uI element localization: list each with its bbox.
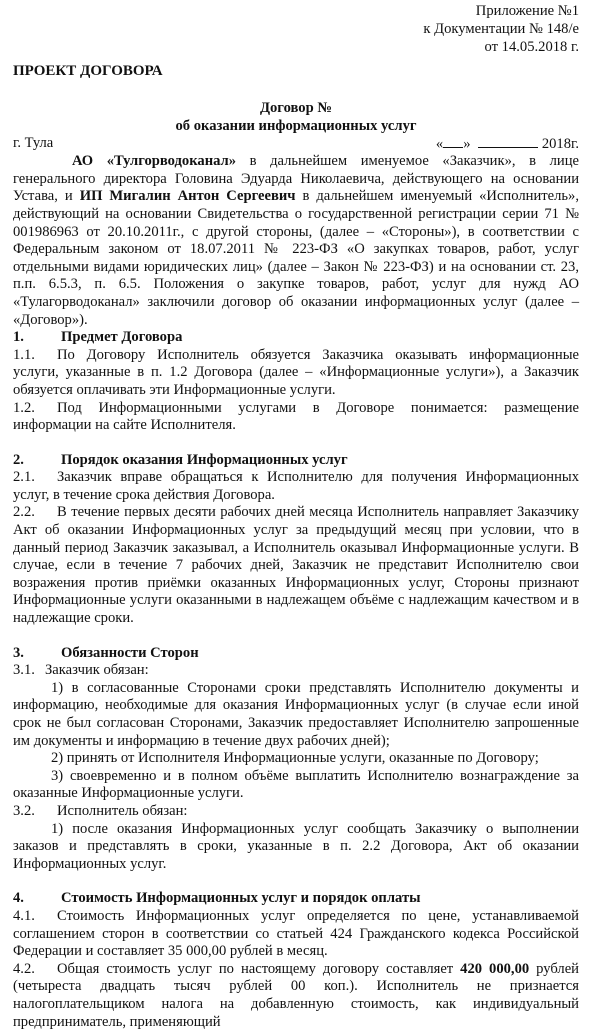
clause — [13, 961, 579, 1031]
contract-title — [13, 99, 579, 135]
project-title: ПРОЕКТ ДОГОВОРА — [13, 63, 163, 79]
contract-date — [436, 135, 579, 154]
clause-number: 1.2. — [13, 399, 35, 416]
clause-text: Под Информационными услугами в Договоре понимается: размещение информации на сайте Исполнителя. — [13, 399, 579, 434]
clause-number: 2.2. — [13, 504, 35, 521]
clause-text-after: рублей (четыреста двадцать тысяч рублей 00 коп.). Исполнитель не признается налогоплательщиком налога на добавленную стоимость, как индивидуальный предприниматель, применяющий — [13, 960, 579, 1030]
clause-text: Стоимость Информационных услуг определяется по цене, устанавливаемой соглашением сторон в соответствии со статьей 424 Гражданского кодекса Российской Федерации и составляет 35 000,00 рублей в месяц. — [13, 907, 579, 960]
clause-number: 2.1. — [13, 469, 35, 486]
clause — [13, 504, 579, 627]
clause-number: 1.1. — [13, 346, 35, 363]
section-number: 1. — [13, 329, 24, 346]
date-year: 2018г. — [541, 135, 579, 152]
preamble — [13, 153, 579, 329]
month-blank — [478, 135, 538, 148]
date-close-quote: » — [463, 135, 471, 152]
appendix-number: Приложение №1 — [475, 3, 579, 19]
appendix-date: от 14.05.2018 г. — [484, 39, 579, 55]
section-heading — [13, 890, 579, 908]
section-number: 4. — [13, 890, 24, 907]
place-date-line — [13, 135, 579, 154]
date-open-quote: « — [435, 135, 444, 152]
sub-clause: 3) своевременно и в полном объёме выплатить Исполнителю вознаграждение за оказанные Информационные услуги. — [13, 767, 579, 802]
clause-number: 4.1. — [13, 907, 35, 924]
clause-text: Заказчик обязан: — [45, 662, 149, 679]
clause-text: Заказчик вправе обращаться к Исполнителю для получения Информационных услуг, в течение срока действия Договора. — [13, 469, 579, 503]
section-heading — [13, 329, 579, 347]
preamble-text-1: в дальнейшем именуемое «Заказчик», в лице генерального директора Головина Эдуарда Николаевича, действующего на основании Устава, и — [13, 153, 579, 205]
day-blank — [443, 135, 463, 148]
sub-clause: 2) принять от Исполнителя Информационные услуги, оказанные по Договору; — [51, 750, 539, 767]
total-amount: 420 000,00 — [460, 960, 530, 977]
section-title: Стоимость Информационных услуг и порядок оплаты — [61, 890, 421, 907]
preamble-text-2: в дальнейшем именуемый «Исполнитель», действующий на основании Свидетельства о государственной регистрации серии 71 № 001986963 от 20.10.2011г., с другой стороны, (далее – «Стороны»), в соответствии с Федеральным законом от 18.07.2011 № 223-ФЗ «О закупках товаров, работ, услуг отдельными видами юридических лиц» (далее – Закон № 223-ФЗ) и на основании ст. 23, п.п. 6.5.3, п. 6.5. Положения о закупке товаров, работ, услуг для нужд АО «Тулагорводоканал» заключили договор об оказании информационных услуг (далее – «Договор»). — [13, 188, 579, 328]
section-number: 2. — [13, 451, 24, 468]
customer-name: АО «Тулгорводоканал» — [72, 153, 237, 170]
clause — [13, 908, 579, 961]
sub-clause: 1) в согласованные Сторонами сроки представлять Исполнителю документы и информацию, необходимые для оказания Информационных услуг (в случае если иной срок не был согласован Сторонами, Заказчик предоставляет Исполнителю запрошенные им документы и информацию в течение двух рабочих дней); — [13, 679, 579, 749]
clause-number: 3.2. — [13, 802, 35, 819]
clause-number: 3.1. — [13, 662, 35, 679]
clause-text: По Договору Исполнитель обязуется Заказчика оказывать информационные услуги, указанные в п. 1.2 Договора (далее – «Информационные услуги»), а Заказчик обязуется оплачивать эти Информационные услуги. — [13, 346, 579, 398]
appendix-documentation: к Документации № 148/е — [423, 21, 579, 37]
clause — [13, 400, 579, 435]
section-number: 3. — [13, 644, 24, 661]
appendix-reference — [13, 0, 579, 56]
clause — [13, 662, 579, 680]
clause-text: Исполнитель обязан: — [57, 802, 188, 819]
clause-number: 4.2. — [13, 960, 35, 977]
section-title: Обязанности Сторон — [61, 644, 199, 661]
section-title: Порядок оказания Информационных услуг — [61, 451, 348, 468]
clause-text: В течение первых десяти рабочих дней месяца Исполнитель направляет Заказчику Акт об оказании Информационных услуг за предыдущий месяц при условии, что в данный период Заказчик заказывал, а Исполнитель оказывал Информационные услуги. В случае, если в течение 7 рабочих дней, Заказчик не представит Исполнителю свои возражения против приёмки оказанных Информационных услуг, Стороны признают Информационные услуги оказанными в надлежащем объёме с надлежащим качеством и в надлежащие сроки. — [13, 504, 579, 627]
clause — [13, 469, 579, 504]
contract-city: г. Тула — [13, 134, 54, 151]
clause — [13, 347, 579, 400]
contractor-name: ИП Мигалин Антон Сергеевич — [79, 188, 296, 205]
contract-title-subject: об оказании информационных услуг — [175, 117, 417, 134]
section-heading — [13, 645, 579, 663]
section-heading — [13, 452, 579, 470]
section-title: Предмет Договора — [61, 329, 183, 346]
clause-text-before: Общая стоимость услуг по настоящему договору составляет — [57, 960, 461, 977]
sub-clause: 1) после оказания Информационных услуг сообщать Заказчику о выполнении заказов и представлять в сроки, указанные в п. 2.2 Договора, Акт об оказании Информационных услуг. — [13, 820, 579, 872]
contract-title-number: Договор № — [259, 99, 333, 116]
clause — [13, 803, 579, 821]
